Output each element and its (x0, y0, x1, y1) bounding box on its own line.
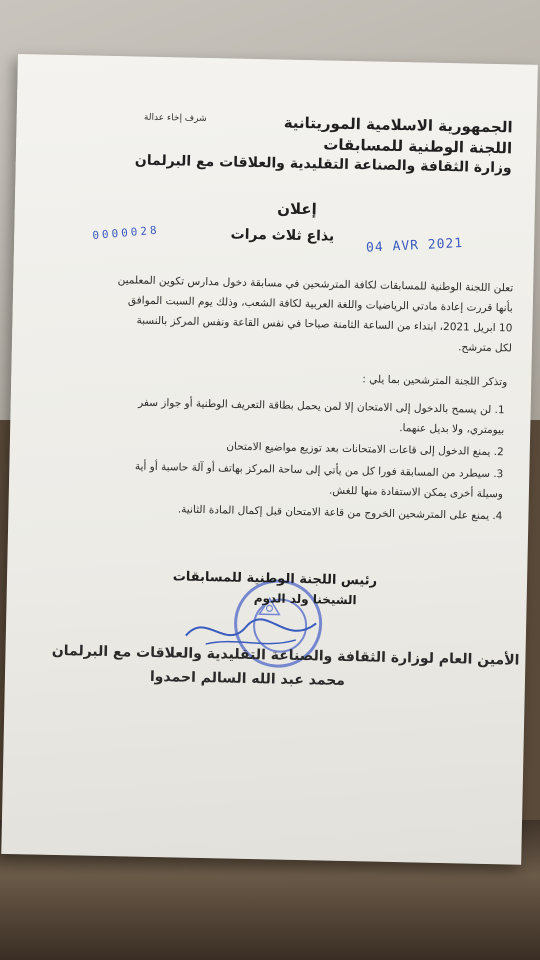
header-republic: الجمهورية الاسلامية الموريتانية (283, 113, 513, 137)
secretary-general-title: الأمين العام لوزارة الثقافة والصناعة التقليدية والعلاقات مع البرلمان (51, 642, 520, 669)
date-stamp: 04 AVR 2021 (365, 235, 464, 256)
paragraph-line: بأنها قررت إعادة مادتي الرياضيات واللغة العربية لكافة الشعب، وذلك يوم السبت الموافق (127, 294, 513, 315)
header-committee: اللجنة الوطنية للمسابقات (323, 135, 513, 158)
list-item: بيومتري، ولا بديل عنهما. (399, 422, 505, 437)
national-motto: شرف إخاء عدالة (143, 112, 207, 124)
president-name: الشيخنا ولد الدوم (253, 591, 357, 608)
announcement-subtitle: يذاع ثلاث مرات (230, 226, 335, 245)
list-item: 2. يمنع الدخول إلى قاعات الامتحانات بعد توزيع مواضيع الامتحان (226, 440, 504, 459)
announcement-title: إعلان (277, 199, 318, 219)
president-title: رئيس اللجنة الوطنية للمسابقات (172, 569, 378, 589)
list-item: 1. لن يسمح بالدخول إلى الامتحان إلا لمن يحمل بطاقة التعريف الوطنية أو جواز سفر (138, 396, 505, 417)
secretary-general-name: محمد عبد الله السالم احمدوا (149, 668, 346, 689)
header-ministry: وزارة الثقافة والصناعة التقليدية والعلاقات مع البرلمان (134, 152, 512, 177)
list-item: وسيلة أخرى يمكن الاستفادة منها للغش. (328, 484, 504, 501)
list-item: 3. سيطرد من المسابقة فورا كل من يأتي إلى ساحة المركز بهاتف أو آلة حاسبة أو أية (134, 460, 504, 481)
paragraph-line: 10 ابريل 2021، ابتداء من الساعة الثامنة صباحا في نفس القاعة ونفس المركز بالنسبة (136, 314, 513, 335)
reminder-heading: وتذكر اللجنة المترشحين بما يلي : (362, 373, 508, 389)
paragraph-line: تعلن اللجنة الوطنية للمسابقات لكافة المترشحين في مسابقة دخول مدارس تكوين المعلمين (117, 274, 514, 295)
paragraph-line: لكل مترشح. (458, 341, 513, 355)
serial-number-stamp: 0000028 (91, 223, 161, 243)
document-page (1, 54, 538, 865)
list-item: 4. يمنع على المترشحين الخروج من قاعة الامتحان قبل إكمال المادة الثانية. (177, 503, 503, 523)
